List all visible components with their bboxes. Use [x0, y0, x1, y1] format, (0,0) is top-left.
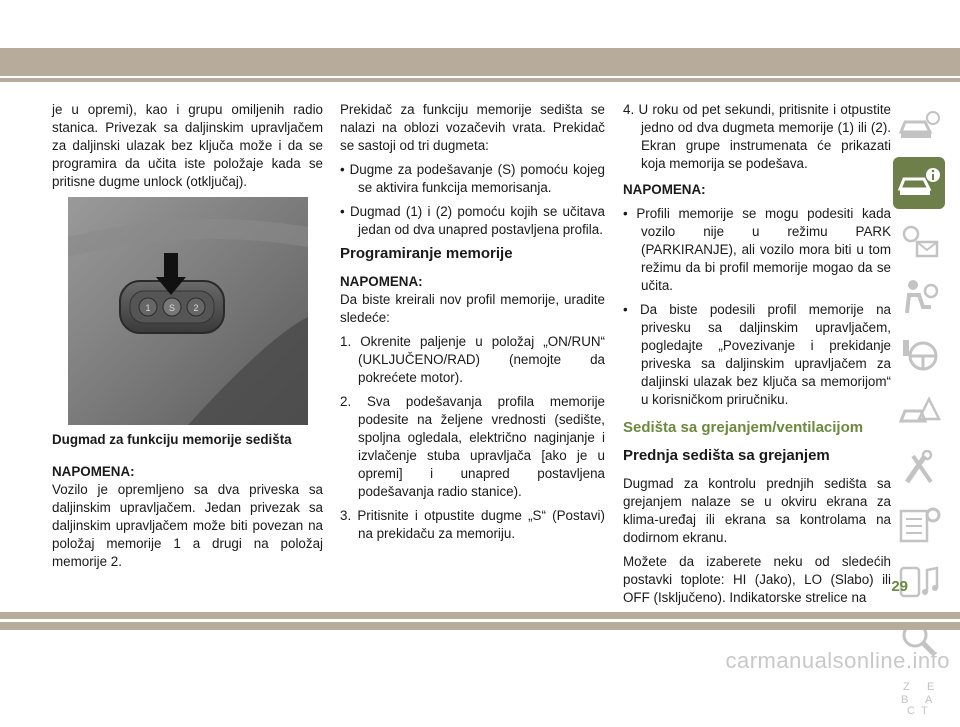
heated-seats-heading: Sedišta sa grejanjem/ventilacijom: [623, 419, 864, 436]
watermark: carmanualsonline.info: [725, 648, 950, 673]
column-3: [623, 101, 891, 613]
alpha-letter: A: [925, 694, 933, 706]
col2-note-text: Da biste kreirali nov profil memorije, uradite sledeće:: [340, 292, 605, 325]
page-number: 29: [891, 578, 908, 595]
alpha-letter: E: [927, 681, 935, 693]
memory-buttons-photo: [68, 197, 308, 425]
footer-band: [0, 622, 960, 630]
col3-paragraph: Možete da izaberete neku od sledećih postavki toplote: HI (Jako), LO (Slabo) ili OFF (Isključeno). Indikatorske strelice na: [623, 554, 891, 605]
col3-step-4: 4. U roku od pet sekundi, pritisnite i otpustite jedno od dva dugmeta memorije (1) ili (2). Ekran grupe instrumenata će prikazati koja memorija se podešava.: [623, 102, 891, 171]
col2-intro: Prekidač za funkciju memorije sedišta se nalazi na oblozi vozačevih vrata. Prekidač se sastoji od tri dugmeta:: [340, 102, 605, 153]
front-heated-seats-heading: Prednja sedišta sa grejanjem: [623, 447, 830, 464]
memory-button-1-label: 1: [145, 303, 151, 313]
door-panel-image: [68, 197, 308, 425]
airbag-person-icon: [897, 277, 941, 317]
tab-car-info[interactable]: [893, 157, 945, 209]
col1-note-text: Vozilo je opremljeno sa dva priveska sa daljinskim upravljačem. Jedan privezak sa daljinskim upravljačem može biti povezan na položaj memorije 1 a drugi na položaj memorije 2.: [52, 482, 323, 569]
alpha-letter: B: [901, 694, 909, 706]
tab-steering-wheel[interactable]: [893, 328, 945, 380]
tab-wrench-tools[interactable]: [893, 442, 945, 494]
hazard-car-icon: [897, 391, 941, 431]
header-band: [0, 48, 960, 76]
col3-bullet: • Profili memorije se mogu podesiti kada vozilo nije u režimu PARK (PARKIRANJE), ali vozilo mora biti u tom režimu da bi profil memorije mogao da se učita.: [623, 206, 891, 293]
chapter-sidebar: [893, 100, 945, 727]
col2-bullet: • Dugmad (1) i (2) pomoću kojih se učitava jedan od dva unapred postavljena profila.: [340, 204, 605, 237]
tab-car-warning[interactable]: [893, 100, 945, 152]
col2-step: 3. Pritisnite i otpustite dugme „S“ (Postavi) na prekidaču za memoriju.: [340, 508, 605, 541]
header-rule: [0, 78, 960, 82]
col2-note-title: NAPOMENA:: [340, 274, 423, 289]
memory-button-2-label: 2: [193, 303, 199, 313]
col3-bullet: • Da biste podesili profil memorije na privesku sa daljinskim upravljačem, pogledajte „Povezivanje i prekidanje priveska sa daljinskim upravljačem za daljinski ulazak bez ključa sa memorijom“ u korisničkom priručniku.: [623, 302, 891, 407]
alpha-letter: T: [921, 705, 928, 716]
tab-hazard-car[interactable]: [893, 385, 945, 437]
settings-list-icon: [897, 505, 941, 545]
alpha-letter: Z: [903, 681, 910, 693]
photo-caption: Dugmad za funkciju memorije sedišta: [52, 432, 292, 447]
alphabet-index-icon: [897, 676, 941, 716]
col2-step: 2. Sva podešavanja profila memorije podesite na željene vrednosti (sedište, spoljna ogledala, električno naginjanje i izvlačenje stuba upravljača [ako je u opremi] i unapred postavljena podešavanja radio stanice).: [340, 394, 605, 499]
tab-airbag-person[interactable]: [893, 271, 945, 323]
tab-settings-list[interactable]: [893, 499, 945, 551]
set-button-label: S: [168, 303, 176, 313]
column-1: [52, 101, 323, 577]
steering-wheel-icon: [897, 334, 941, 374]
wrench-tools-icon: [897, 448, 941, 488]
col2-step: 1. Okrenite paljenje u položaj „ON/RUN“ (UKLJUČENO/RAD) (nemojte da pokrećete motor).: [340, 334, 605, 385]
col3-note-title: NAPOMENA:: [623, 182, 706, 197]
alpha-letter: C: [907, 705, 915, 716]
column-2: [340, 101, 605, 549]
programming-heading: Programiranje memorije: [340, 245, 513, 262]
tab-lights-message[interactable]: [893, 214, 945, 266]
lights-message-icon: [897, 220, 941, 260]
car-warning-icon: [897, 106, 941, 146]
car-info-icon: [897, 163, 941, 203]
col3-paragraph: Dugmad za kontrolu prednjih sedišta sa grejanjem nalaze se u okviru ekrana za klima-uređaj ili ekrana sa kontrolama na dodirnom ekranu.: [623, 476, 891, 545]
col2-bullet: • Dugme za podešavanje (S) pomoću kojeg se aktivira funkcija memorisanja.: [340, 162, 605, 195]
footer-band: [0, 612, 960, 619]
col1-note-title: NAPOMENA:: [52, 464, 135, 479]
col1-intro: je u opremi), kao i grupu omiljenih radio stanica. Privezak sa daljinskim upravljačem za daljinski ulazak bez ključa može i da se programira da učita iste položaje kada se pritisne dugme unlock (otključaj).: [52, 102, 323, 189]
